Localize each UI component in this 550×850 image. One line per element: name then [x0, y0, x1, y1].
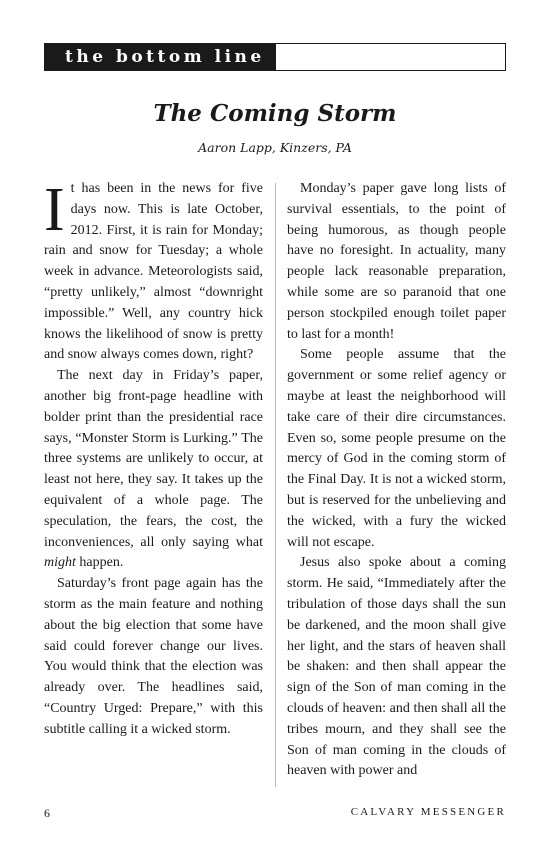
article-paragraph — [44, 574, 263, 740]
paragraph-text: The next day in Friday’s paper, another big front-page headline with bolder print than the presidential race says, “Monster Storm is Lurking.” The three systems are unlikely to occur, at least not here, they say. It takes up the equivalent of a whole page. The speculation, the fears, the cost, the inconveniences, all only saying what — [44, 368, 263, 550]
article-byline: Aaron Lapp, Kinzers, PA — [198, 140, 352, 155]
paragraph-emphasis: might — [44, 555, 76, 571]
publication-name: CALVARY MESSENGER — [350, 806, 506, 818]
paragraph-text: Jesus also spoke about a coming storm. He said, “Immediately after the tribulation of those days shall the sun be darkened, and the moon shall give her light, and the stars of heaven shall be shaken: and then shall appear the sign of the Son of man coming in the clouds of heaven: and then shall all the tribes mourn, and they shall see the Son of man coming in the clouds of heaven with power and — [287, 555, 506, 779]
article-paragraph — [44, 176, 263, 366]
paragraph-text: happen. — [75, 555, 124, 571]
section-header-bar — [44, 43, 506, 71]
article-column-left — [44, 176, 263, 741]
column-divider — [275, 183, 276, 787]
drop-cap: I — [44, 176, 65, 244]
paragraph-text: Some people assume that the government or some relief agency or maybe at least the neighborhood will take care of their dire circumstances. Even so, some people presume on the mercy of God in the coming storm of the Final Day. It is not a wicked storm, but is reserved for the unbelieving and the wicked, with a fury the wicked will not escape. — [287, 347, 506, 550]
article-title: The Coming Storm — [153, 100, 397, 127]
paragraph-text: Saturday’s front page again has the storm as the main feature and nothing about the big election that some have said could forever change our lives. You would think that the election was already over. The headlines said, “Country Urged: Prepare,” with this subtitle calling it a wicked storm. — [44, 576, 263, 737]
article-paragraph — [287, 553, 506, 782]
article-column-right — [287, 179, 506, 782]
article-paragraph — [287, 345, 506, 553]
article-paragraph — [44, 366, 263, 574]
section-label: the bottom line — [45, 44, 276, 70]
page-number: 6 — [44, 806, 50, 820]
paragraph-text: t has been in the news for five days now. This is late October, 2012. First, it is rain for Monday; rain and snow for Tuesday; a whole week in advance. Meteorologists said, “pretty unlikely,” almost “downright impossible.” Well, any country hick knows the likelihood of snow is pretty and snow always comes down, right? — [44, 181, 263, 363]
paragraph-text: Monday’s paper gave long lists of survival essentials, to the point of being humorous, as though people have no foresight. In actuality, many people lack reasonable preparation, while some are so paranoid that one person stockpiled enough toilet paper to last for a month! — [287, 181, 506, 342]
article-paragraph — [287, 179, 506, 345]
